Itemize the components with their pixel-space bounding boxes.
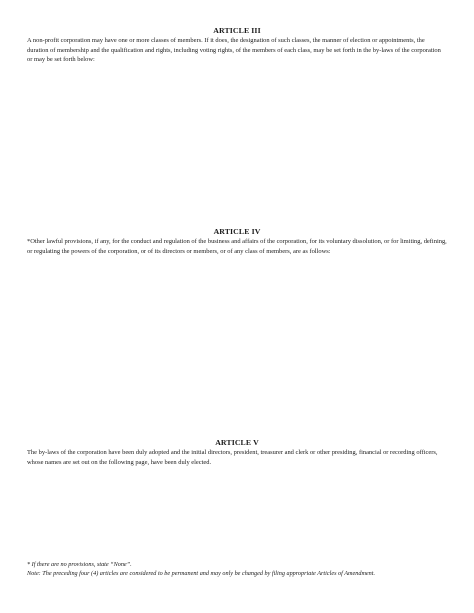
footnotes — [27, 560, 457, 578]
footnote-permanence-note: Note: The preceding four (4) articles are considered to be permanent and may only be changed by filing appropriate Articles of Amendment. — [27, 570, 376, 578]
article-v-blank-area — [27, 467, 447, 557]
article-v-heading: ARTICLE V — [215, 438, 259, 447]
article-iv-text: *Other lawful provisions, if any, for the conduct and regulation of the business and affairs of the corporation, for its voluntary dissolution, or for limiting, defining, or regulating the powers of the corporation, or of its directors or members, or of any class of members, are as follows: — [27, 238, 447, 255]
article-iii-text: A non-profit corporation may have one or more classes of members. If it does, the designation of such classes, the manner of election or appointments, the duration of membership and the qualification and rights, including voting rights, of the members of each class, may be set forth in the by-laws of the corporation or may be set forth below: — [27, 37, 441, 64]
footnote-no-provisions: * If there are no provisions, state “None”. — [27, 561, 132, 568]
article-iii-blank-area — [27, 65, 447, 225]
article-iv-heading: ARTICLE IV — [213, 227, 261, 236]
article-iii-section — [27, 26, 447, 225]
article-iv-blank-area — [27, 256, 447, 426]
article-v-section — [27, 438, 447, 557]
article-iv-section — [27, 227, 447, 426]
article-iii-heading: ARTICLE III — [213, 26, 261, 35]
article-v-text: The by-laws of the corporation have been duly adopted and the initial directors, president, treasurer and clerk or other presiding, financial or recording officers, whose names are set out on the following page, have been duly elected. — [27, 449, 438, 466]
